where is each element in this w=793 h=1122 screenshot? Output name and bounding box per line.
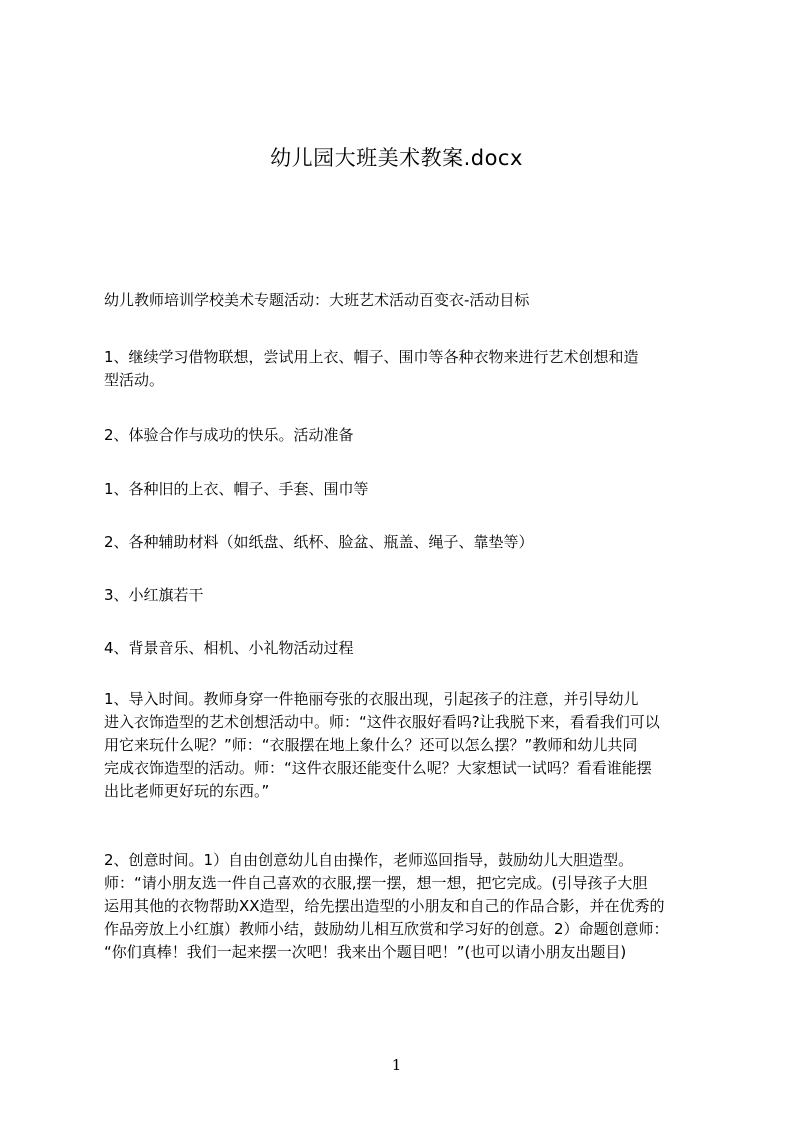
paragraph-process-1 [104,688,704,803]
paragraph-line: 出比老师更好玩的东西。” [104,782,270,800]
paragraph-prep-4 [104,637,704,660]
paragraph-line: 型活动。 [104,371,165,389]
paragraph-line: 运用其他的衣物帮助XX造型，给先摆出造型的小朋友和自己的作品合影，并在优秀的 [104,897,665,915]
paragraph-line: 3、小红旗若干 [104,586,204,604]
paragraph-line: 2、体验合作与成功的快乐。活动准备 [104,426,354,444]
paragraph-line: 师：“请小朋友选一件自己喜欢的衣服,摆一摆，想一想，把它完成。(引导孩子大胆 [104,874,648,892]
paragraph-prep-1 [104,478,704,501]
paragraph-process-2 [104,849,704,964]
paragraph-line: “你们真棒！我们一起来摆一次吧！我来出个题目吧！”(也可以请小朋友出题目) [104,943,627,961]
paragraph-line: 1、继续学习借物联想，尝试用上衣、帽子、围巾等各种衣物来进行艺术创想和造 [104,348,639,366]
paragraph-intro [104,289,704,312]
paragraph-line: 作品旁放上小红旗）教师小结，鼓励幼儿相互欣赏和学习好的创意。2）命题创意师： [104,920,669,938]
document-title: 幼儿园大班美术教案.docx [270,146,523,170]
paragraph-line: 2、创意时间。1）自由创意幼儿自由操作，老师巡回指导，鼓励幼儿大胆造型。 [104,851,634,869]
paragraph-line: 幼儿教师培训学校美术专题活动：大班艺术活动百变衣-活动目标 [104,291,530,309]
paragraph-line: 1、各种旧的上衣、帽子、手套、围巾等 [104,480,369,498]
paragraph-line: 用它来玩什么呢？”师：“衣服摆在地上象什么？还可以怎么摆？”教师和幼儿共同 [104,736,638,754]
paragraph-line: 4、背景音乐、相机、小礼物活动过程 [104,639,354,657]
page-number: 1 [391,1056,402,1074]
paragraph-prep-2 [104,531,704,554]
paragraph-goal-1 [104,346,704,392]
paragraph-line: 1、导入时间。教师身穿一件艳丽夸张的衣服出现，引起孩子的注意，并引导幼儿 [104,690,639,708]
paragraph-prep-3 [104,584,704,607]
paragraph-line: 2、各种辅助材料（如纸盘、纸杯、脸盆、瓶盖、绳子、靠垫等） [104,533,534,551]
paragraph-goal-2 [104,424,704,447]
paragraph-line: 进入衣饰造型的艺术创想活动中。师：“这件衣服好看吗?让我脱下来，看看我们可以 [104,713,660,731]
paragraph-line: 完成衣饰造型的活动。师：“这件衣服还能变什么呢？大家想试一试吗？看看谁能摆 [104,759,652,777]
